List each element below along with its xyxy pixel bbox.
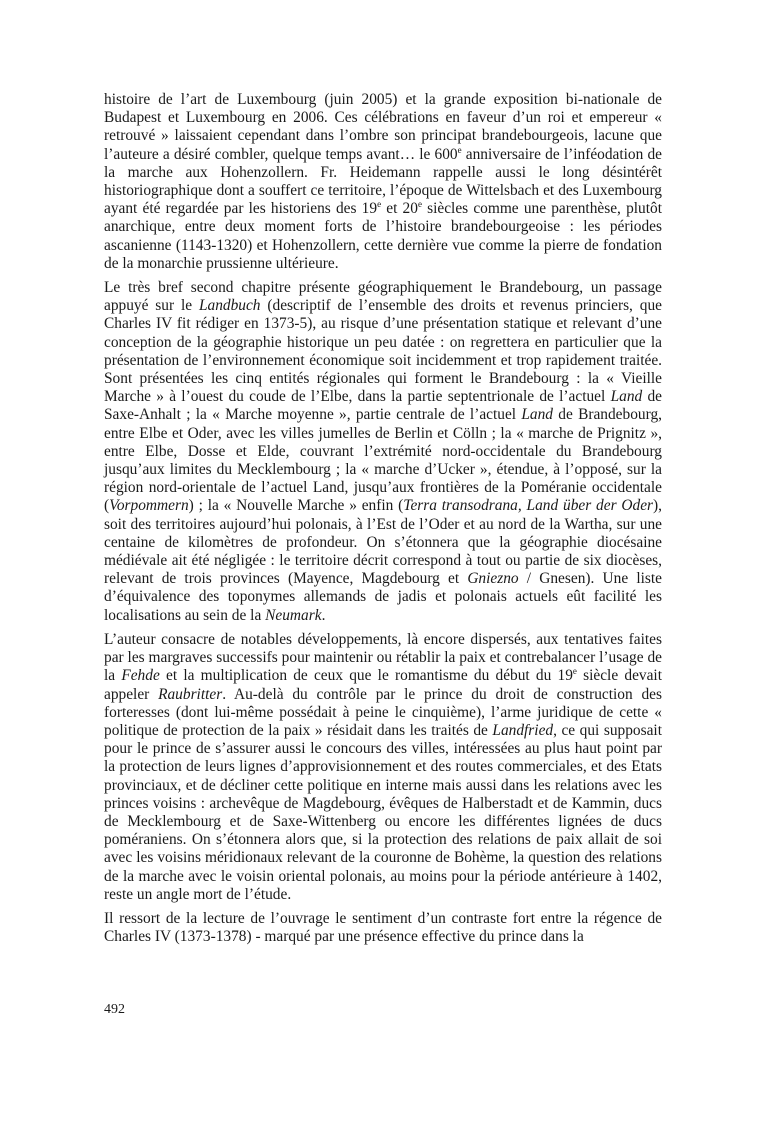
text-run: de Brandebourg, entre Elbe et Oder, avec les villes jumelles de Berlin et Cölln ; la « marche de Prignitz », entre Elbe, Dosse et Elde, couvrant l’extrémité nord-occidentale du Brandebourg jusqu’aux limites du Mecklembourg ; la « marche d’Ucker », étendue, à l’opposé, sur la région nord-orientale de l’actuel Land, jusqu’aux frontières de la Poméranie occidentale ( <box>104 406 662 515</box>
superscript: e <box>457 144 462 155</box>
text-run: histoire de l’art de Luxembourg (juin 2005) et la grande exposition bi-nationale de Budapest et Luxembourg en 2006. Ces célébrations en faveur d’un roi et empereur « retrouvé » laissaient cependant dans l’ombre son principat brandebourgeois, lacune que l’auteure a désiré combler, quelque temps avant… le 600 <box>104 91 662 163</box>
paragraph-1 <box>104 91 662 273</box>
text-run: siècle devait appeler <box>104 667 662 703</box>
italic-term: Landfried <box>492 721 554 739</box>
text-run: L’auteur consacre de notables développements, là encore dispersés, aux tentatives faites par les margraves successifs pour maintenir ou rétablir la paix et contrebalancer l’usage de la <box>104 630 662 685</box>
text-run: Le très bref second chapitre présente géographiquement le Brandebourg, un passage appuyé sur le <box>104 279 662 315</box>
text-run: . <box>321 606 326 624</box>
italic-term: Land <box>521 406 553 424</box>
superscript: e <box>417 199 422 210</box>
text-run: , ce qui supposait pour le prince de s’assurer aussi le concours des villes, intéressées au plus haut point par la protection de leurs lignes d’approvisionnement et des routes commerciales, et des Etats provinciaux, et de décliner cette politique en interne mais aussi dans les relations avec les princes voisins : archevêque de Magdebourg, évêques de Halberstadt et de Kammin, ducs de Mecklembourg et de Saxe-Wittenberg ou encore les différentes lignées de ducs poméraniens. On s’étonnera alors que, si la protection des relations de paix allait de soi avec les voisins méridionaux relevant de la couronne de Bohème, la question des relations de la marche avec le voisin oriental polonais, au moins pour la période antérieure à 1402, reste un angle mort de l’étude. <box>104 721 662 903</box>
text-run: anniversaire de l’inféodation de la marche aux Hohenzollern. Fr. Heidemann rappelle aussi le long désintérêt historiographique dont a souffert ce territoire, l’époque de Wittelsbach et des Luxembourg ayant été regardée par les historiens des 19 <box>104 145 662 218</box>
italic-term: Vorpommern <box>109 497 189 515</box>
italic-term: Raubritter <box>158 685 223 703</box>
italic-term: Neumark <box>265 606 322 624</box>
text-run: ), soit des territoires aujourd’hui polonais, à l’Est de l’Oder et au nord de la Wartha, sur une centaine de kilomètres de profondeur. On s’étonnera que la géographie diocésaine médiévale ait été négligée : le territoire décrit correspond à tout ou partie de six diocèses, relevant de trois provinces (Mayence, Magdebourg et <box>104 497 663 588</box>
italic-term: Terra transodrana, Land über der Oder <box>403 497 654 515</box>
text-run: ) ; la « Nouvelle Marche » enfin ( <box>188 497 404 515</box>
italic-term: Landbuch <box>198 297 261 315</box>
paragraph-2 <box>104 279 662 625</box>
superscript: e <box>377 199 382 210</box>
page-number: 492 <box>104 1002 125 1017</box>
paragraph-3 <box>104 631 662 904</box>
text-run: / Gnesen). Une liste d’équivalence des toponymes allemands de jadis et polonais actuels eût facilité les localisations au sein de la <box>104 570 662 624</box>
text-run: . Au-delà du contrôle par le prince du droit de construction des forteresses (dont lui-même possédait à peine le cinquième), l’arme juridique de cette « politique de protection de la paix » résidait dans les traités de <box>104 685 662 739</box>
text-run: Il ressort de la lecture de l’ouvrage le sentiment d’un contraste fort entre la régence de Charles IV (1373-1378) - marqué par une présence effective du prince dans la <box>104 909 662 946</box>
italic-term: Gniezno <box>467 570 519 588</box>
italic-term: Land <box>610 388 643 406</box>
italic-term: Fehde <box>121 667 160 685</box>
text-run: et 20 <box>381 200 418 218</box>
text-run: et la multiplication de ceux que le romantisme du début du 19 <box>159 667 573 685</box>
paragraph-4 <box>104 910 662 946</box>
text-run: siècles comme une parenthèse, plutôt anarchique, entre deux moment forts de l’histoire brandebourgeoise : les périodes ascanienne (1143-1320) et Hohenzollern, cette dernière vue comme la pierre de fondation de la monarchie prussienne ultérieure. <box>104 200 662 272</box>
superscript: e <box>572 666 577 677</box>
text-run: (descriptif de l’ensemble des droits et revenus princiers, que Charles IV fit rédiger en 1373-5), au risque d’une présentation statique et relevant d’une conception de la géographie historique un peu datée : on regrettera en particulier que la présentation de l’environnement économique soit incidemment et trop rapidement traitée. Sont présentées les cinq entités régionales qui forment le Brandebourg : la « Vieille Marche » à l’ouest du coude de l’Elbe, dans la partie septentrionale de l’actuel <box>104 297 662 406</box>
text-run: de Saxe-Anhalt ; la « Marche moyenne », partie centrale de l’actuel <box>104 388 663 424</box>
page-body <box>104 91 662 952</box>
